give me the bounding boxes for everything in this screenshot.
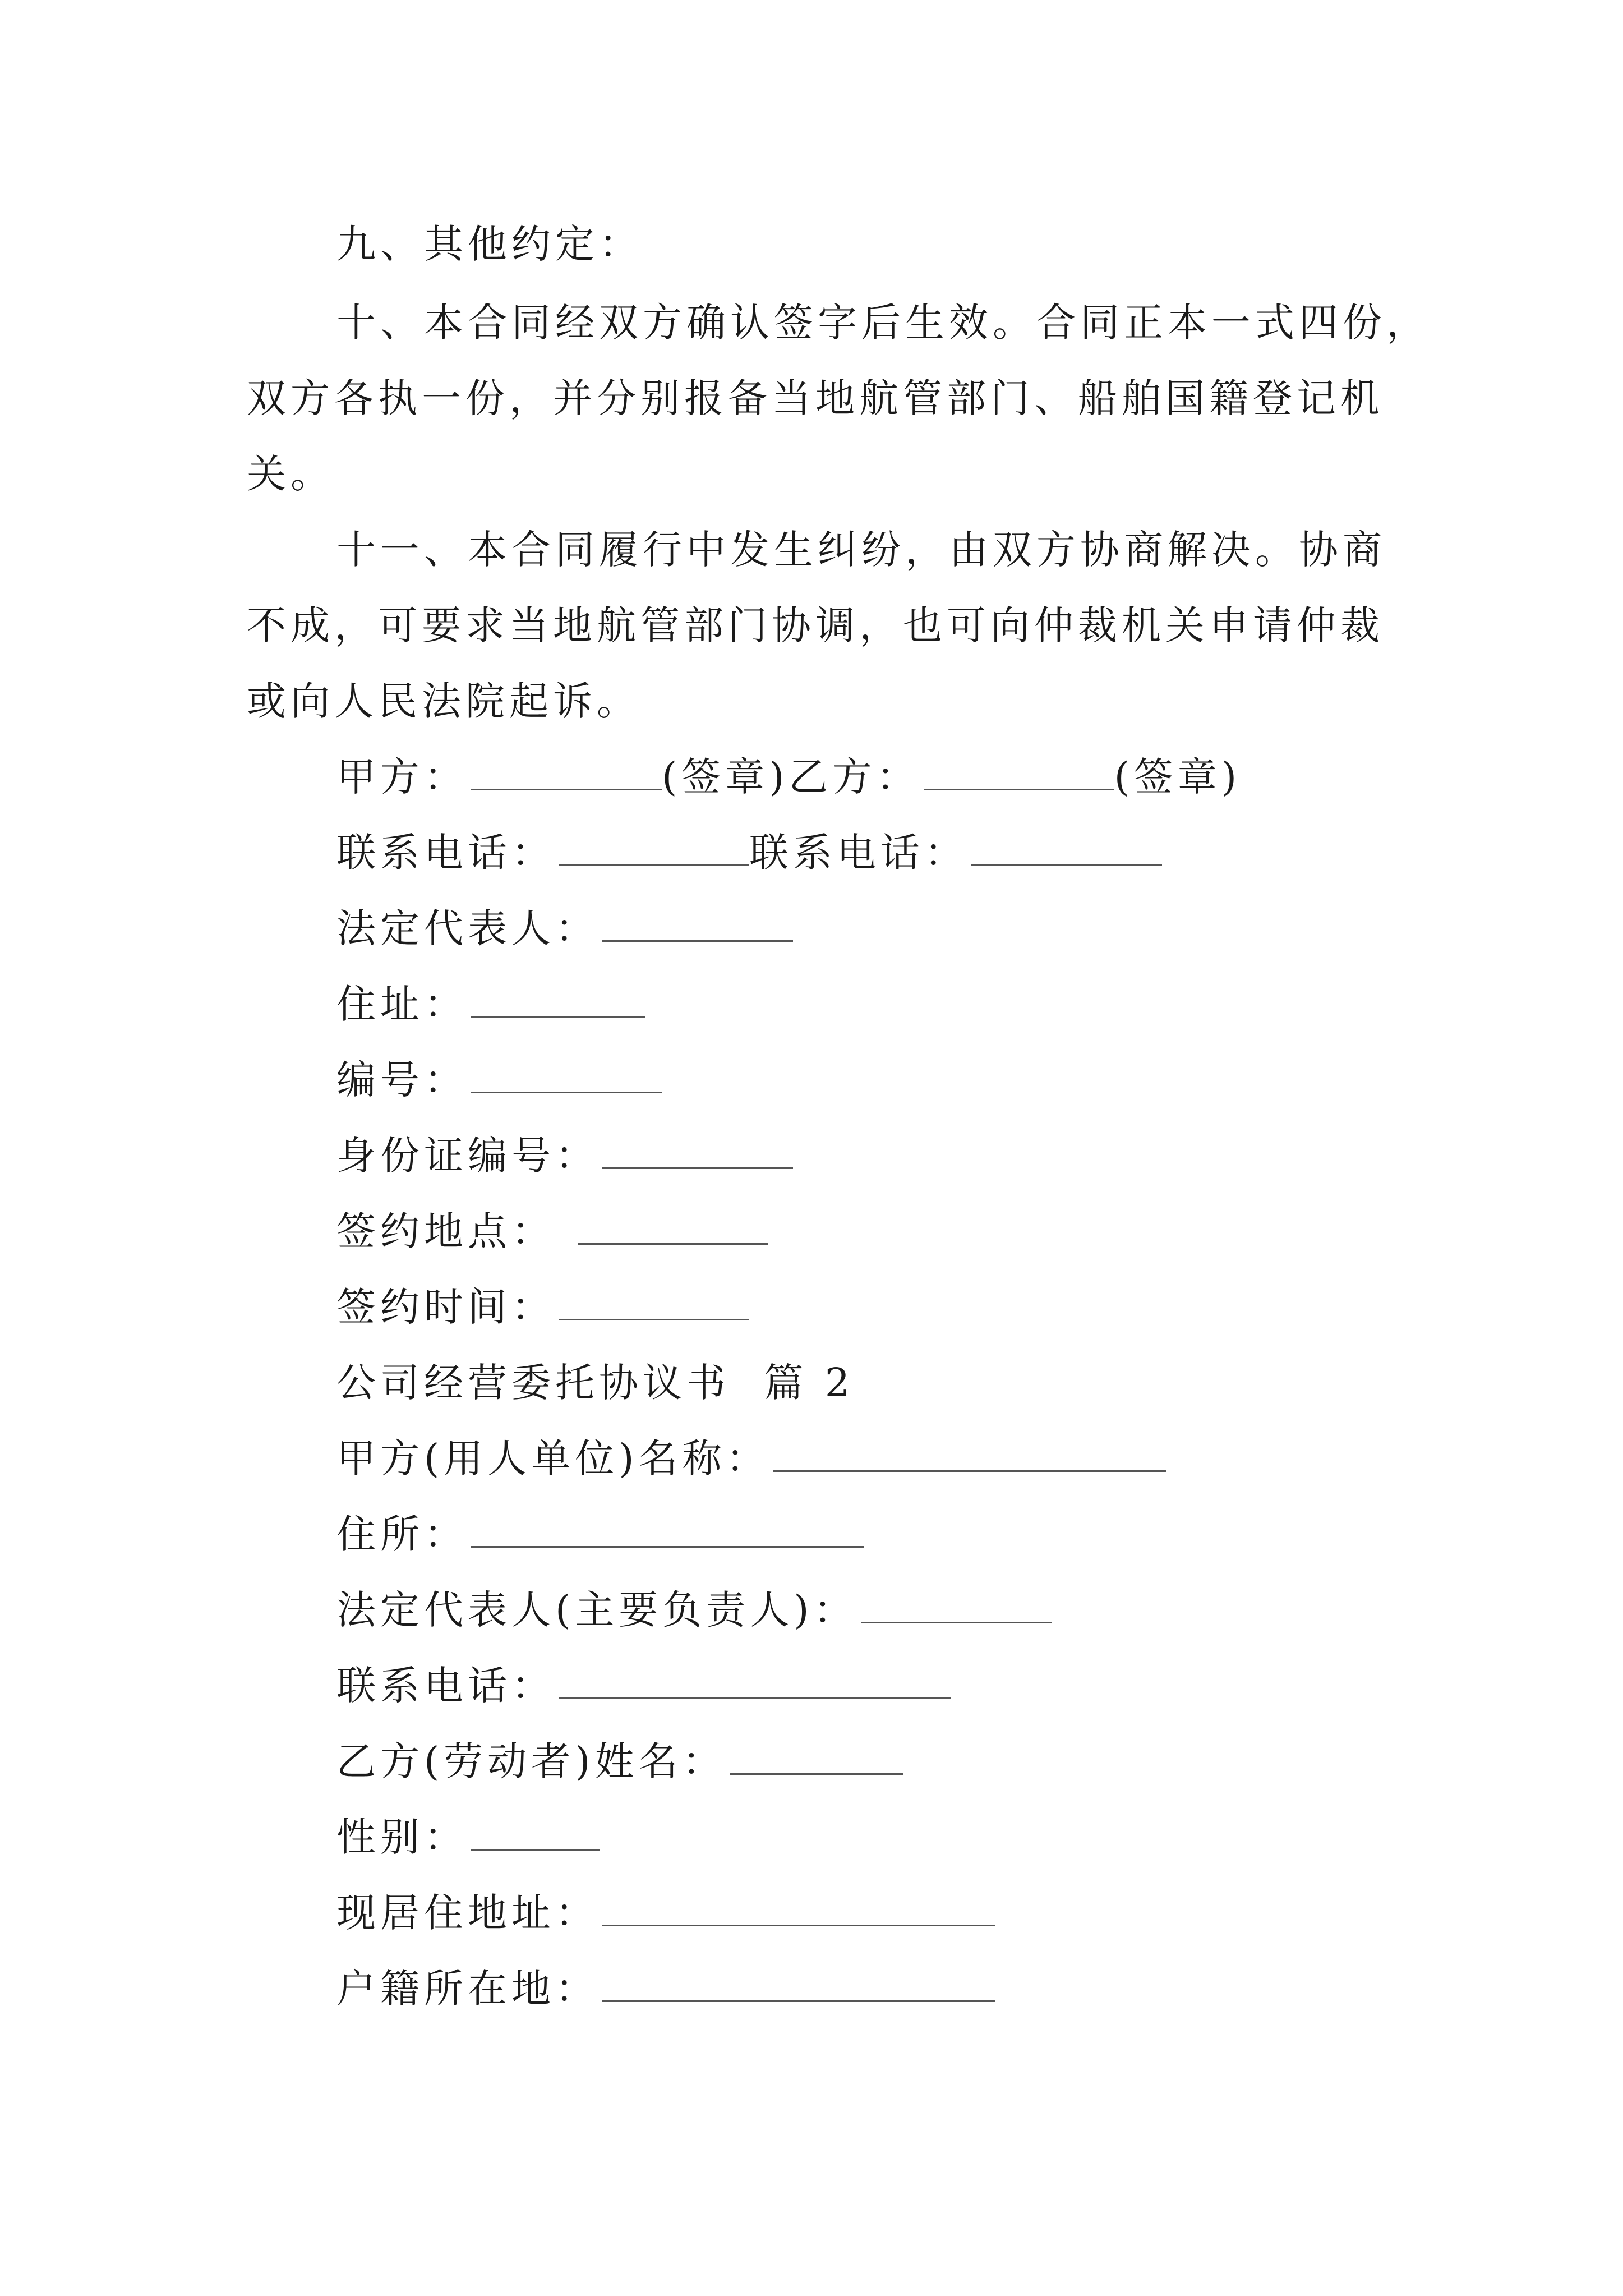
- clause-10-line-3: 关。: [247, 451, 334, 497]
- clause-9: 九、其他约定：: [336, 221, 643, 267]
- domicile-line: 住所：: [336, 1509, 864, 1559]
- party-b-blank[interactable]: [924, 755, 1114, 790]
- legal-rep-line: 法定代表人：: [336, 903, 793, 954]
- sign-time-blank[interactable]: [559, 1285, 749, 1320]
- number-line: 编号：: [336, 1055, 662, 1105]
- address-line: 住址：: [336, 979, 645, 1029]
- party-signature-line: 甲方： (签章)乙方： (签章): [336, 754, 1242, 800]
- gender-line: 性别：: [336, 1812, 600, 1862]
- sign-place-blank[interactable]: [578, 1209, 768, 1245]
- party-a-blank[interactable]: [471, 755, 662, 790]
- clause-11-line-2: 不成，可要求当地航管部门协调，也可向仲裁机关申请仲裁: [247, 602, 1384, 648]
- phone-line: 联系电话： 联系电话：: [336, 827, 1162, 878]
- id-number-line: 身份证编号：: [336, 1130, 793, 1181]
- sign-place-line: 签约地点：: [336, 1206, 768, 1257]
- id-number-blank[interactable]: [602, 1134, 793, 1169]
- employer-phone-blank[interactable]: [559, 1664, 951, 1699]
- worker-name-blank[interactable]: [730, 1740, 903, 1775]
- domicile-blank[interactable]: [471, 1512, 864, 1548]
- phone-a-blank[interactable]: [559, 831, 749, 866]
- current-address-line: 现居住地址：: [336, 1888, 995, 1938]
- household-registration-line: 户籍所在地：: [336, 1963, 995, 2014]
- legal-rep-blank[interactable]: [602, 907, 793, 942]
- gender-blank[interactable]: [471, 1815, 600, 1851]
- clause-11-line-1: 十一、本合同履行中发生纠纷，由双方协商解决。协商: [336, 527, 1386, 573]
- employer-legal-rep-blank[interactable]: [861, 1588, 1052, 1623]
- number-blank[interactable]: [471, 1058, 662, 1093]
- employer-phone-line: 联系电话：: [336, 1660, 951, 1711]
- worker-name-line: 乙方(劳动者)姓名：: [336, 1736, 903, 1787]
- address-blank[interactable]: [471, 982, 645, 1018]
- clause-10-line-1: 十、本合同经双方确认签字后生效。合同正本一式四份，: [336, 300, 1430, 346]
- section-2-title: 公司经营委托协议书 篇 2: [336, 1360, 855, 1406]
- employer-name-blank[interactable]: [773, 1437, 1166, 1472]
- current-address-blank[interactable]: [602, 1891, 995, 1926]
- sign-time-line: 签约时间：: [336, 1282, 749, 1332]
- employer-name-line: 甲方(用人单位)名称：: [336, 1433, 1166, 1484]
- clause-11-line-3: 或向人民法院起诉。: [247, 678, 640, 724]
- household-registration-blank[interactable]: [602, 1967, 995, 2002]
- phone-b-blank[interactable]: [971, 831, 1162, 866]
- clause-10-line-2: 双方各执一份，并分别报备当地航管部门、船舶国籍登记机: [247, 375, 1384, 421]
- employer-legal-rep-line: 法定代表人(主要负责人)：: [336, 1585, 1052, 1635]
